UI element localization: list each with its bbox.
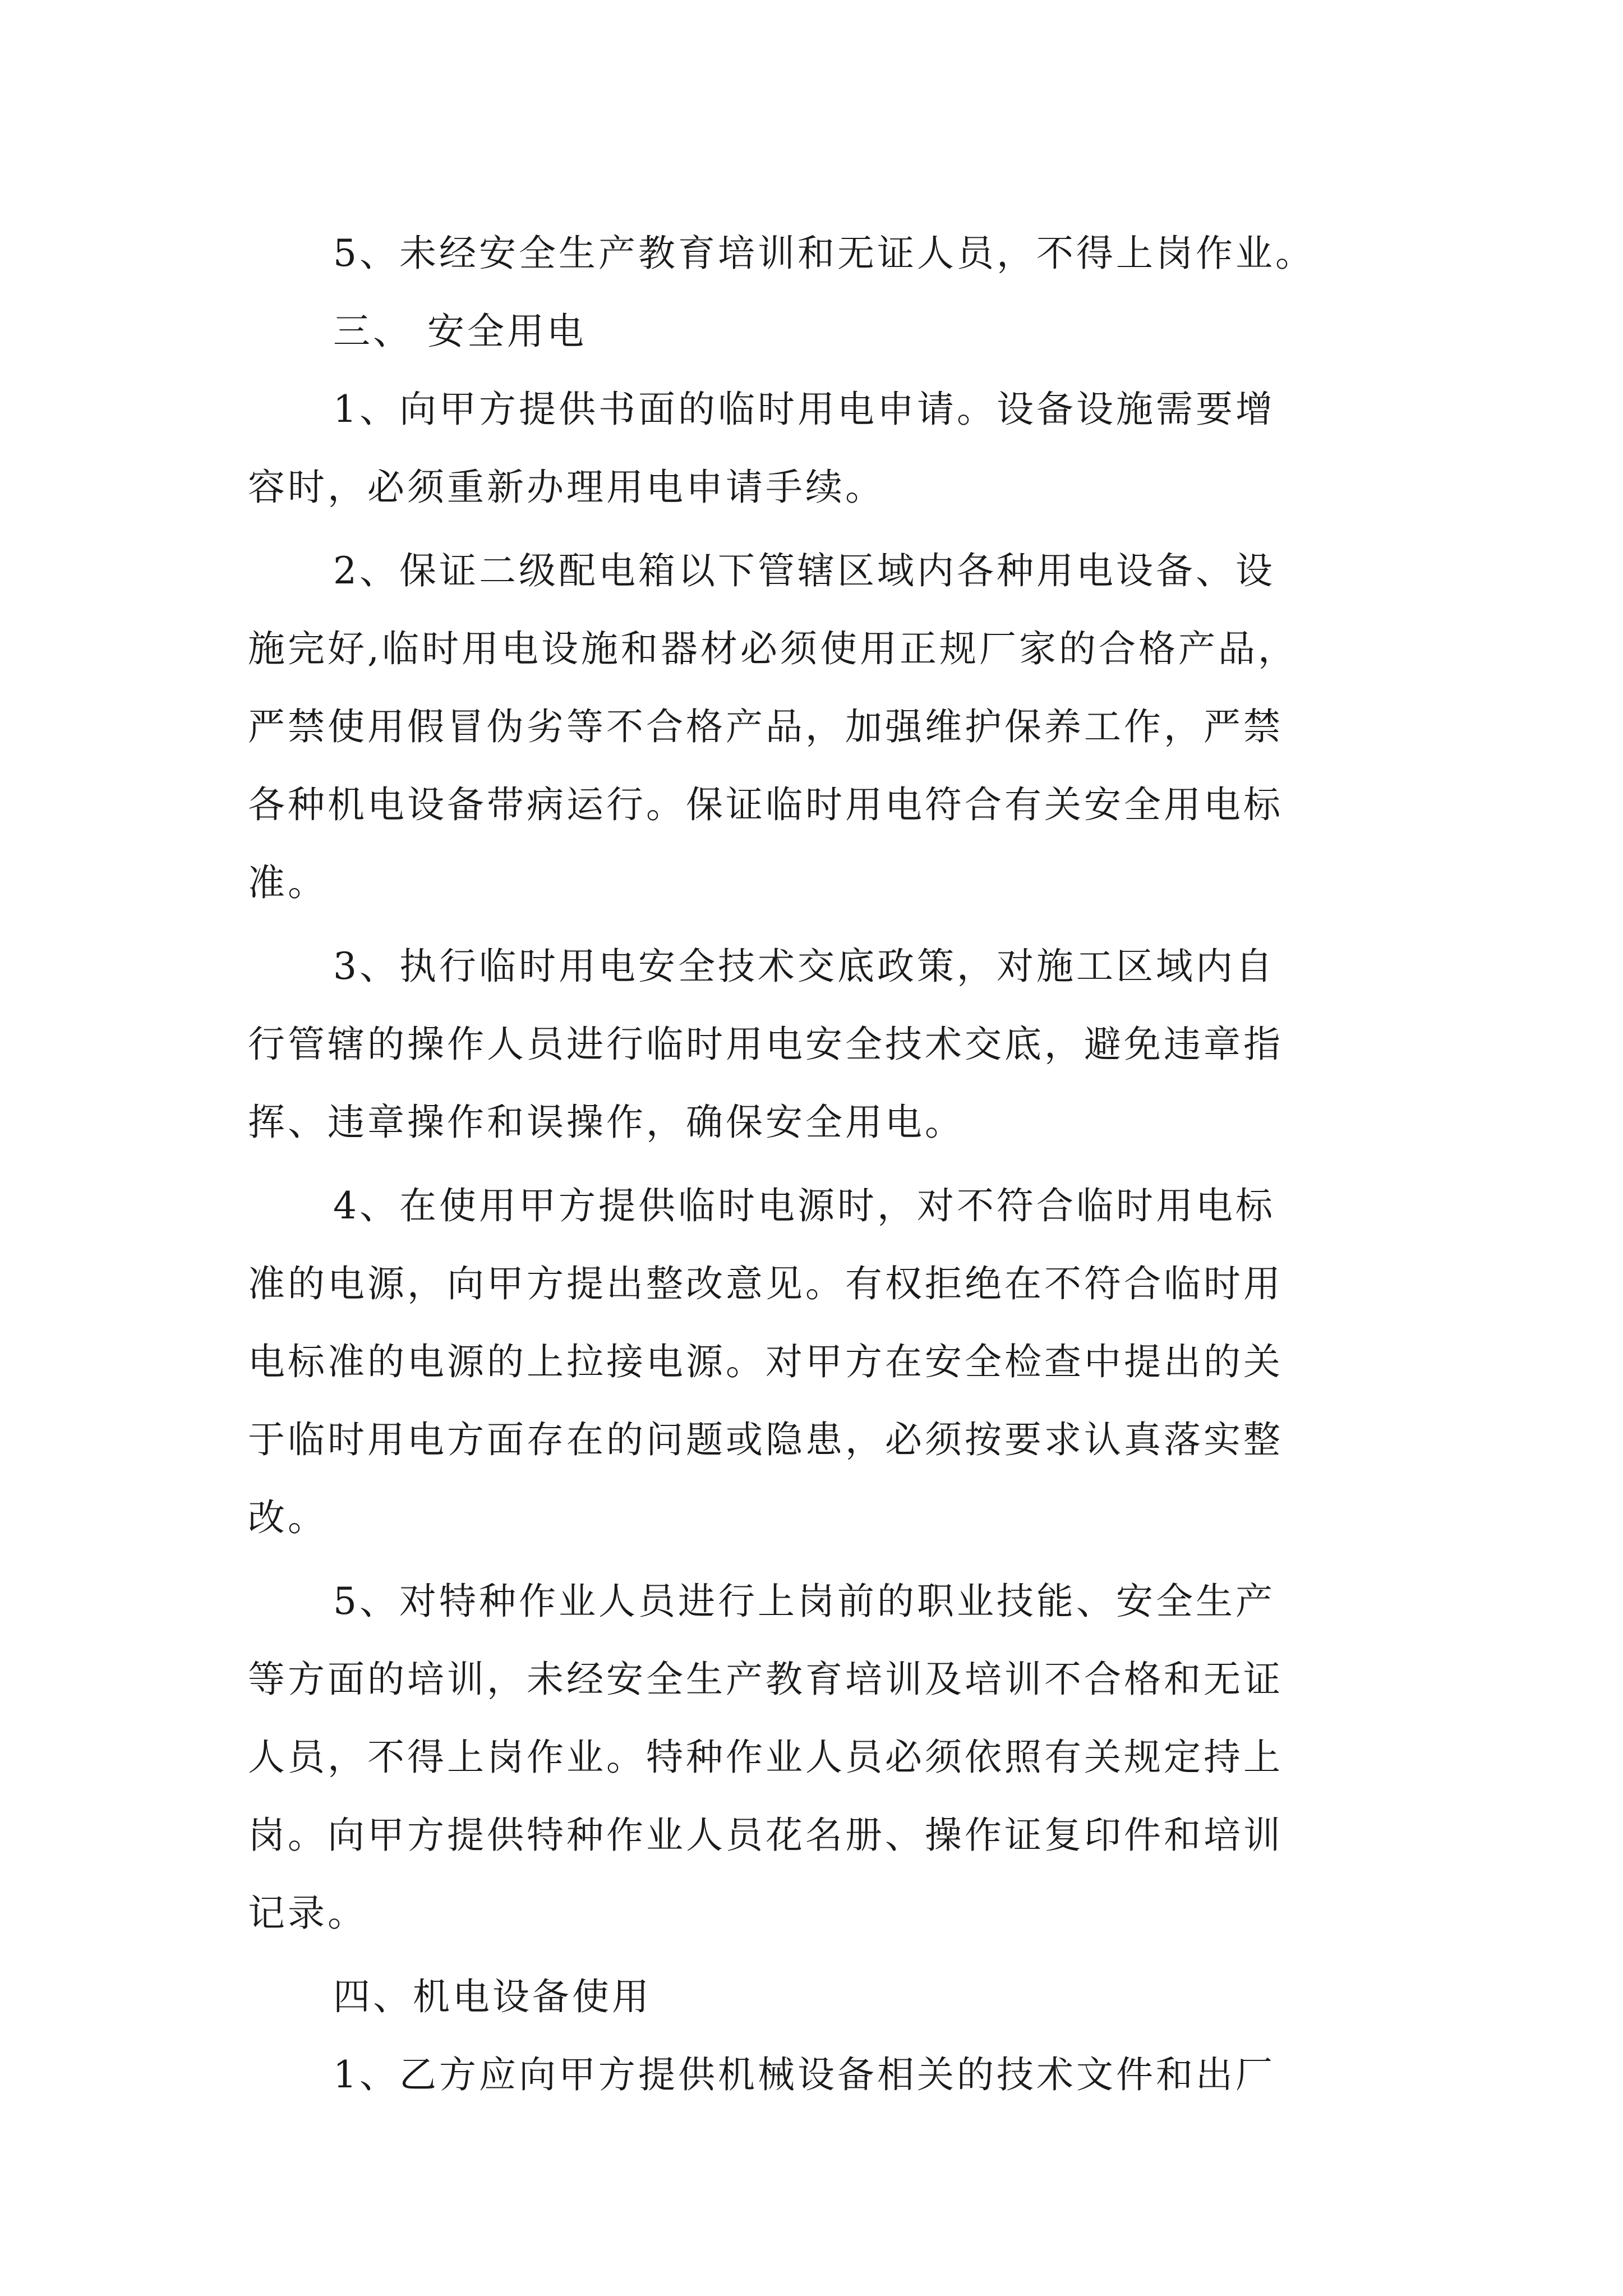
section-heading-safe-electricity [248, 292, 1386, 370]
text-line: 准。 [248, 861, 328, 904]
text-line: 施完好,临时用电设施和器材必须使用正规厂家的合格产品， [248, 627, 1298, 670]
text-line: 4、在使用甲方提供临时电源时，对不符合临时用电标 [333, 1184, 1275, 1227]
text-line: 电标准的电源的上拉接电源。对甲方在安全检查中提出的关 [248, 1340, 1283, 1383]
text-line: 5、未经安全生产教育培训和无证人员，不得上岗作业。 [333, 232, 1315, 275]
section-heading: 四、机电设备使用 [333, 1975, 652, 2018]
text-line: 容时，必须重新办理用电申请手续。 [248, 466, 885, 509]
text-line: 改。 [248, 1496, 328, 1539]
document-body [248, 214, 1386, 2114]
text-line: 记录。 [248, 1892, 367, 1935]
paragraph-item-3-technical-briefing [248, 927, 1386, 1161]
text-line: 1、向甲方提供书面的临时用电申请。设备设施需要增 [333, 388, 1275, 431]
paragraph-item-5-special-operators [248, 1562, 1386, 1952]
paragraph-item-4-power-source [248, 1167, 1386, 1557]
text-line: 5、对特种作业人员进行上岗前的职业技能、安全生产 [333, 1580, 1275, 1623]
text-line: 准的电源，向甲方提出整改意见。有权拒绝在不符合临时用 [248, 1262, 1283, 1305]
text-line: 严禁使用假冒伪劣等不合格产品，加强维护保养工作，严禁 [248, 705, 1283, 748]
paragraph-item-1-equipment-documents [248, 2036, 1386, 2114]
paragraph-item-1-power-application [248, 370, 1386, 526]
text-line: 等方面的培训，未经安全生产教育培训及培训不合格和无证 [248, 1658, 1283, 1701]
text-line: 于临时用电方面存在的问题或隐患，必须按要求认真落实整 [248, 1418, 1283, 1461]
text-line: 挥、违章操作和误操作，确保安全用电。 [248, 1101, 965, 1144]
section-heading: 三、 安全用电 [333, 310, 587, 353]
section-heading-equipment-use [248, 1958, 1386, 2036]
text-line: 各种机电设备带病运行。保证临时用电符合有关安全用电标 [248, 783, 1283, 826]
text-line: 人员，不得上岗作业。特种作业人员必须依照有关规定持上 [248, 1736, 1283, 1779]
text-line: 行管辖的操作人员进行临时用电安全技术交底，避免违章指 [248, 1023, 1283, 1066]
paragraph-item-5-no-training [248, 214, 1386, 292]
text-line: 岗。向甲方提供特种作业人员花名册、操作证复印件和培训 [248, 1814, 1283, 1857]
text-line: 3、执行临时用电安全技术交底政策，对施工区域内自 [333, 945, 1275, 988]
text-line: 2、保证二级配电箱以下管辖区域内各种用电设备、设 [333, 549, 1275, 592]
text-line: 1、乙方应向甲方提供机械设备相关的技术文件和出厂 [333, 2053, 1275, 2096]
paragraph-item-2-distribution-box [248, 532, 1386, 922]
